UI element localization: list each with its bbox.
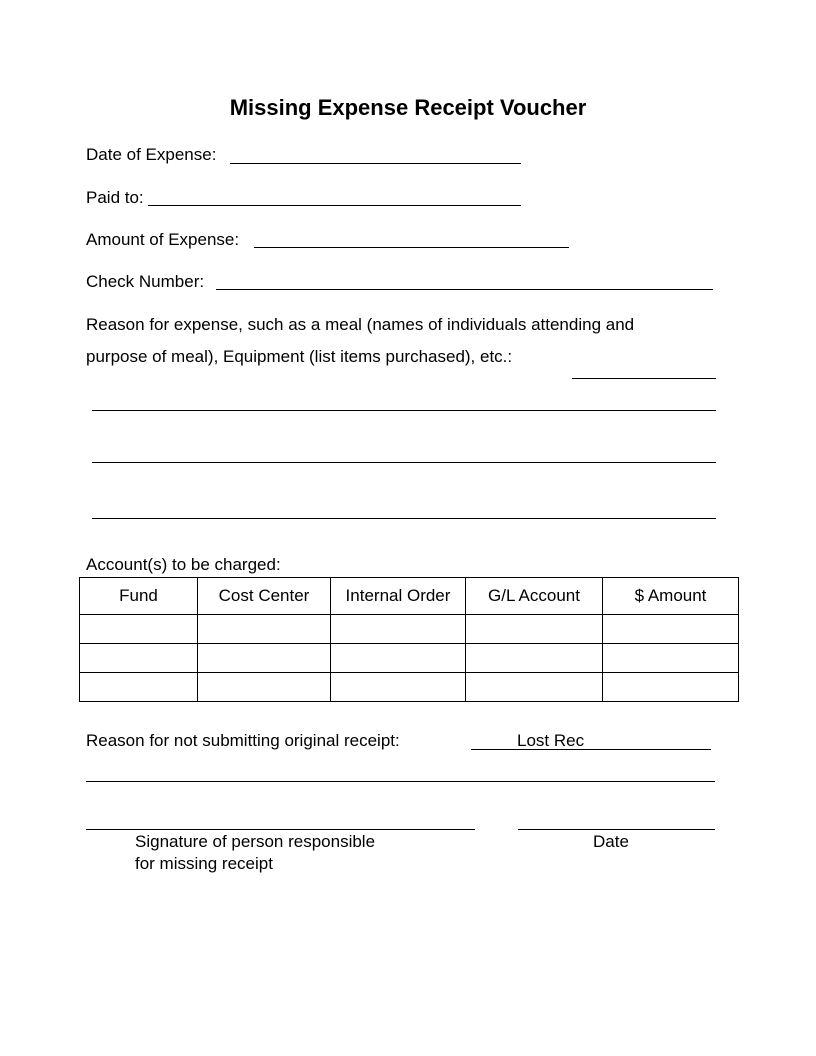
column-header-internal-order: Internal Order [331,578,466,615]
table-cell[interactable] [80,644,198,673]
table-cell[interactable] [198,615,331,644]
table-row [80,615,739,644]
accounts-table [79,577,739,702]
date-of-expense-label: Date of Expense: [86,145,217,164]
table-cell[interactable] [603,615,739,644]
column-header-cost-center: Cost Center [198,578,331,615]
signature-caption-line2: for missing receipt [135,854,273,873]
table-row [80,673,739,702]
reason-for-expense-field-3[interactable] [92,462,716,463]
reason-for-expense-field-2[interactable] [92,410,716,411]
date-caption: Date [593,832,629,851]
column-header-gl-account: G/L Account [466,578,603,615]
table-cell[interactable] [198,644,331,673]
table-cell[interactable] [331,644,466,673]
amount-of-expense-field[interactable] [254,247,569,248]
paid-to-label: Paid to: [86,188,144,207]
table-cell[interactable] [80,615,198,644]
table-cell[interactable] [331,615,466,644]
reason-for-expense-line2: purpose of meal), Equipment (list items purchased), etc.: [86,347,513,366]
not-submitting-answer: Lost Rec [517,731,585,750]
table-cell[interactable] [331,673,466,702]
reason-for-expense-text [86,309,726,373]
table-cell[interactable] [603,673,739,702]
table-cell[interactable] [466,615,603,644]
table-cell[interactable] [603,644,739,673]
date-line[interactable] [518,829,715,830]
check-number-label: Check Number: [86,272,205,291]
accounts-header-row [80,578,739,615]
not-submitting-field[interactable] [471,749,711,750]
reason-for-expense-field-4[interactable] [92,518,716,519]
table-cell[interactable] [466,644,603,673]
signature-caption [135,831,375,875]
table-cell[interactable] [198,673,331,702]
signature-caption-line1: Signature of person responsible [135,832,376,851]
signature-line[interactable] [86,829,475,830]
column-header-amount: $ Amount [603,578,739,615]
not-submitting-label: Reason for not submitting original receipt: [86,731,400,750]
table-cell[interactable] [466,673,603,702]
reason-for-expense-field-1[interactable] [572,378,716,379]
reason-for-expense-line1: Reason for expense, such as a meal (names of individuals attending and [86,315,635,334]
not-submitting-field-2[interactable] [86,781,715,782]
accounts-label: Account(s) to be charged: [86,555,281,574]
page-title: Missing Expense Receipt Voucher [229,95,587,120]
amount-of-expense-label: Amount of Expense: [86,230,240,249]
date-of-expense-field[interactable] [230,163,521,164]
check-number-field[interactable] [216,289,713,290]
table-row [80,644,739,673]
column-header-fund: Fund [80,578,198,615]
paid-to-field[interactable] [148,205,521,206]
table-cell[interactable] [80,673,198,702]
